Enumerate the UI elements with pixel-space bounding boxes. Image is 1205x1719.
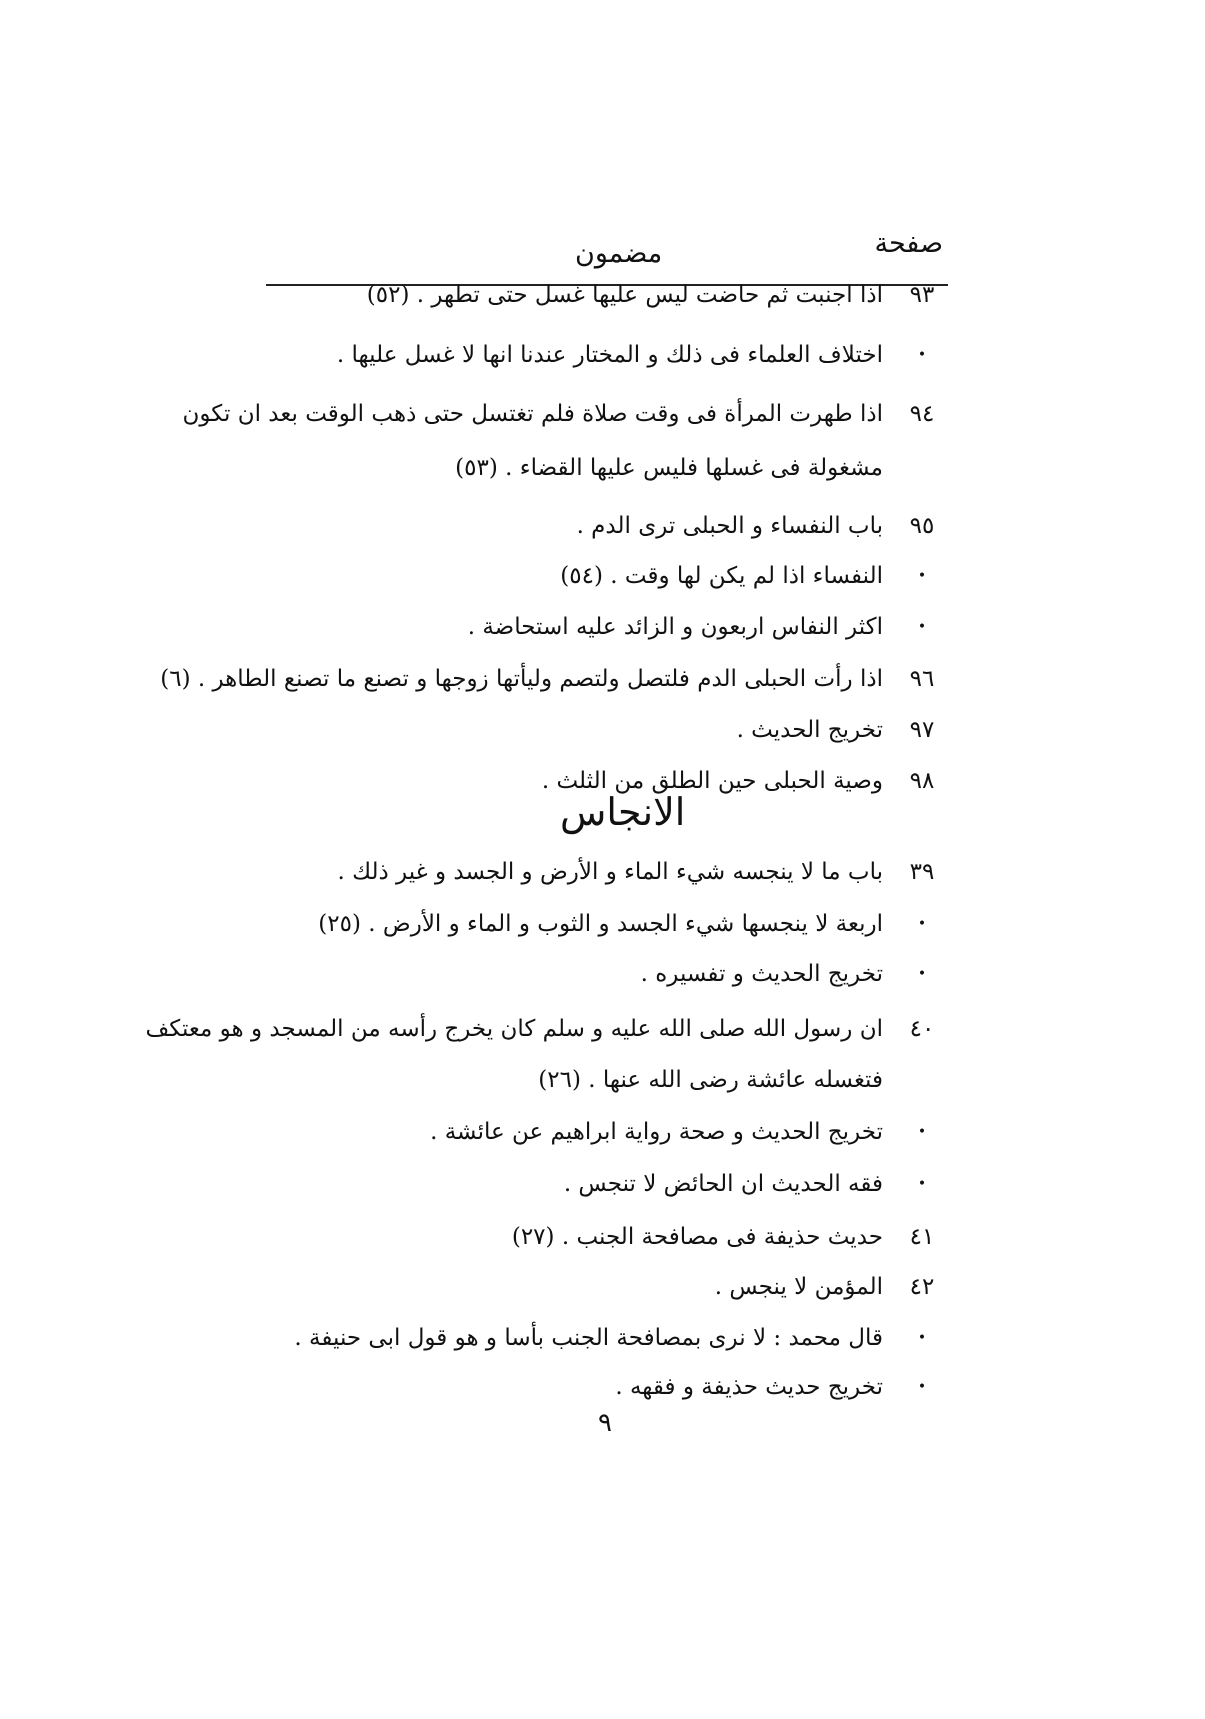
- entry-text: المؤمن لا ينجس .: [714, 1274, 883, 1300]
- entry-text: باب النفساء و الحبلى ترى الدم .: [576, 513, 883, 539]
- toc-entry: [262, 1314, 945, 1362]
- entry-bullet: •: [917, 347, 927, 363]
- toc-entry: [262, 950, 945, 998]
- toc-entry: [262, 706, 945, 754]
- toc-entry: [262, 552, 945, 600]
- toc-entry: [262, 1213, 945, 1261]
- entry-page-number: ٣٩: [909, 859, 935, 885]
- toc-entry: [262, 900, 945, 948]
- toc-entry: [262, 1160, 945, 1208]
- entry-bullet: •: [917, 619, 927, 635]
- entry-text: اذا اجنبت ثم حاضت ليس عليها غسل حتى تطهر . (٥٢): [366, 282, 883, 308]
- entry-text: النفساء اذا لم يكن لها وقت . (٥٤): [560, 563, 883, 589]
- entry-text: فقه الحديث ان الحائض لا تنجس .: [563, 1171, 883, 1197]
- toc-entry: [262, 502, 945, 550]
- toc-entry: [262, 331, 945, 379]
- toc-entry: [262, 1108, 945, 1156]
- toc-entry: [262, 603, 945, 651]
- toc-entry: [160, 655, 945, 703]
- section-title: الانجاس: [560, 790, 686, 834]
- entry-text: تخريج الحديث و تفسيره .: [640, 961, 883, 987]
- entry-page-number: ٤٢: [909, 1274, 935, 1300]
- entry-text: اذا رأت الحبلى الدم فلتصل ولتصم وليأتها زوجها و تصنع ما تصنع الطاهر . (٦): [160, 666, 883, 692]
- entry-text: وصية الحبلى حين الطلق من الثلث .: [541, 768, 883, 794]
- entry-bullet: •: [917, 1176, 927, 1192]
- entry-page-number: ٩٣: [909, 282, 935, 308]
- entry-bullet: •: [917, 916, 927, 932]
- entry-bullet: •: [917, 1330, 927, 1346]
- page-column-header: صفحة: [874, 228, 943, 259]
- entry-text: اربعة لا ينجسها شيء الجسد و الثوب و الماء و الأرض . (٢٥): [318, 911, 883, 937]
- page-folio-number: ٩: [598, 1408, 612, 1438]
- toc-entry: [262, 1363, 945, 1411]
- toc-entry: [182, 390, 945, 438]
- entry-text: تخريج الحديث .: [736, 717, 883, 743]
- toc-entry: [262, 848, 945, 896]
- entry-page-number: ٤١: [909, 1224, 935, 1250]
- entry-page-number: ٤٠: [909, 1016, 935, 1042]
- entry-page-number: ٩٤: [909, 401, 935, 427]
- toc-entry-continuation: [262, 444, 945, 492]
- entry-bullet: •: [917, 1124, 927, 1140]
- entry-bullet: •: [917, 568, 927, 584]
- entry-text: حديث حذيفة فى مصافحة الجنب . (٢٧): [511, 1224, 883, 1250]
- entry-page-number: ٩٦: [909, 666, 935, 692]
- entry-page-number: ٩٥: [909, 513, 935, 539]
- entry-text-continuation: مشغولة فى غسلها فليس عليها القضاء . (٥٣): [455, 455, 883, 481]
- entry-text-continuation: فتغسله عائشة رضى الله عنها . (٢٦): [538, 1067, 883, 1093]
- toc-entry: [262, 1263, 945, 1311]
- entry-text: اذا طهرت المرأة فى وقت صلاة فلم تغتسل حتى ذهب الوقت بعد ان تكون: [182, 401, 883, 427]
- toc-entry: [145, 1005, 945, 1053]
- entry-text: تخريج الحديث و صحة رواية ابراهيم عن عائشة .: [430, 1119, 883, 1145]
- content-column-header: مضمون: [575, 238, 663, 269]
- entry-text: تخريج حديث حذيفة و فقهه .: [615, 1374, 883, 1400]
- entry-bullet: •: [917, 966, 927, 982]
- toc-entry-continuation: [262, 1056, 945, 1104]
- toc-entry: [262, 271, 945, 319]
- entry-text: اختلاف العلماء فى ذلك و المختار عندنا انها لا غسل عليها .: [336, 342, 883, 368]
- entry-page-number: ٩٧: [909, 717, 935, 743]
- entry-text: قال محمد : لا نرى بمصافحة الجنب بأسا و هو قول ابى حنيفة .: [294, 1325, 883, 1351]
- entry-text: اكثر النفاس اربعون و الزائد عليه استحاضة .: [467, 614, 883, 640]
- entry-bullet: •: [917, 1379, 927, 1395]
- entry-page-number: ٩٨: [909, 768, 935, 794]
- entry-text: ان رسول الله صلى الله عليه و سلم كان يخرج رأسه من المسجد و هو معتكف: [145, 1016, 883, 1042]
- entry-text: باب ما لا ينجسه شيء الماء و الأرض و الجسد و غير ذلك .: [337, 859, 883, 885]
